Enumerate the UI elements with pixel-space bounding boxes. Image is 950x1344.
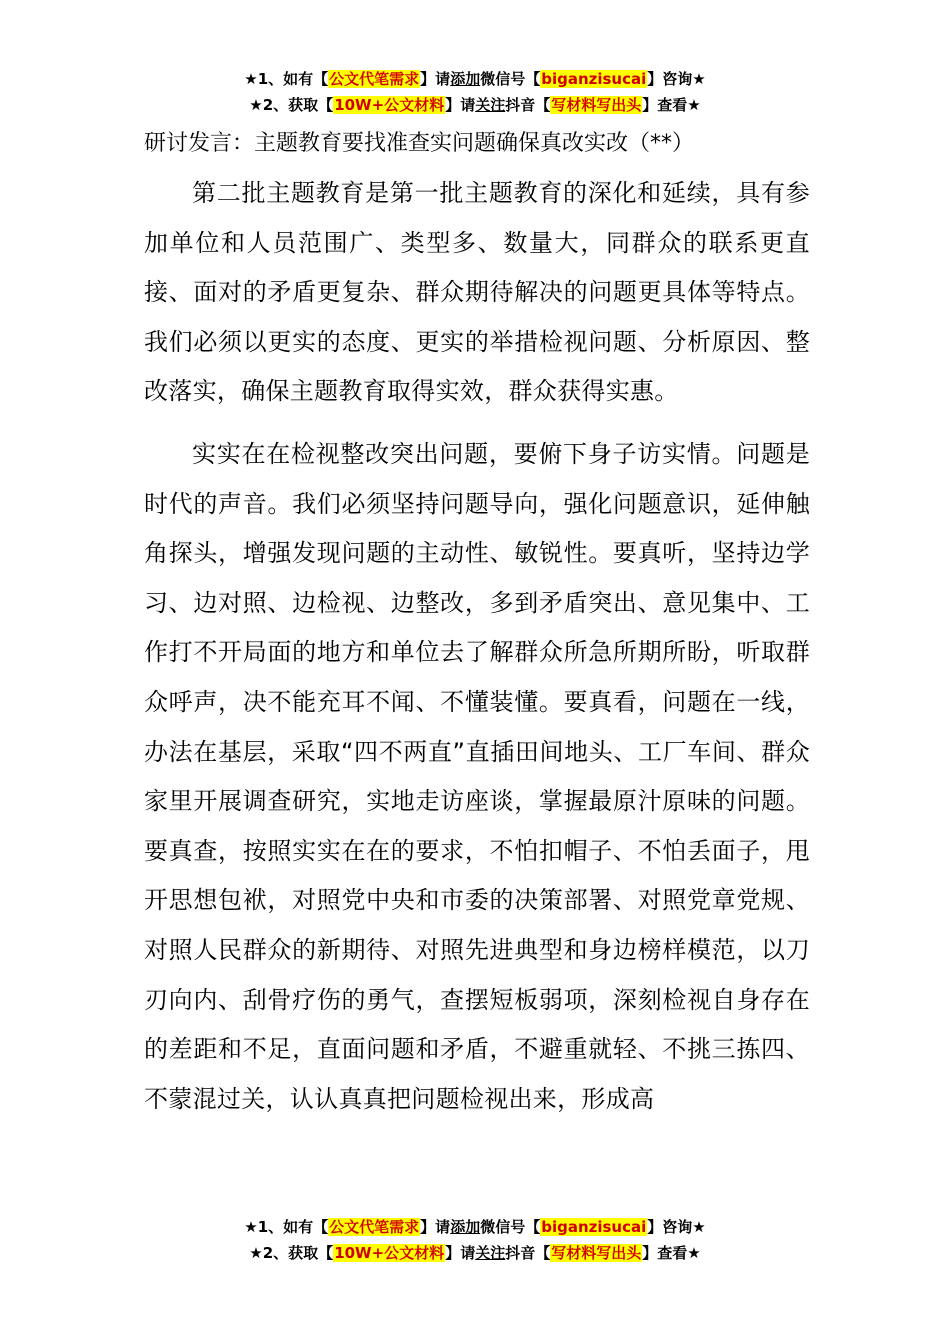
promo-line-2: ★2、获取【10W+公文材料】请关注抖音【写材料写出头】查看★ xyxy=(249,96,701,114)
promo-line-1: ★1、如有【公文代笔需求】请添加微信号【biganzisucai】咨询★ xyxy=(244,1218,706,1236)
paragraph-2: 实实在在检视整改突出问题，要俯下身子访实情。问题是时代的声音。我们必须坚持问题导向，强化问题意识，延伸触角探头，增强发现问题的主动性、敏锐性。要真听，坚持边学习、边对照、边检视、边整改，多到矛盾突出、意见集中、工作打不开局面的地方和单位去了解群众所急所期所盼，听取群众呼声，决不能充耳不闻、不懂装懂。要真看，问题在一线，办法在基层，采取“四不两直”直插田间地头、工厂车间、群众家里开展调查研究，实地走访座谈，掌握最原汁原味的问题。要真查，按照实实在在的要求，不怕扣帽子、不怕丢面子，甩开思想包袱，对照党中央和市委的决策部署、对照党章党规、对照人民群众的新期待、对照先进典型和身边榜样模范，以刀刃向内、刮骨疗伤的勇气，查摆短板弱项，深刻检视自身存在的差距和不足，直面问题和矛盾，不避重就轻、不挑三拣四、不蒙混过关，认认真真把问题检视出来，形成高 xyxy=(144,439,810,1113)
wechat-id: biganzisucai xyxy=(541,1218,647,1236)
highlight-text: 10W+公文材料 xyxy=(334,1244,445,1262)
highlight-text: 公文代笔需求 xyxy=(329,70,420,88)
promo-banner-top xyxy=(0,66,950,118)
douyin-id: 写材料写出头 xyxy=(551,96,642,114)
document-title: 研讨发言：主题教育要找准查实问题确保真改实改（**） xyxy=(144,131,695,156)
wechat-id: biganzisucai xyxy=(541,70,647,88)
paragraph-1: 第二批主题教育是第一批主题教育的深化和延续，具有参加单位和人员范围广、类型多、数量大，同群众的联系更直接、面对的矛盾更复杂、群众期待解决的问题更具体等特点。我们必须以更实的态度、更实的举措检视问题、分析原因、整改落实，确保主题教育取得实效，群众获得实惠。 xyxy=(144,179,810,406)
promo-line-1: ★1、如有【公文代笔需求】请添加微信号【biganzisucai】咨询★ xyxy=(244,70,706,88)
douyin-id: 写材料写出头 xyxy=(551,1244,642,1262)
document-body xyxy=(144,122,810,1124)
promo-banner-bottom xyxy=(0,1214,950,1266)
highlight-text: 10W+公文材料 xyxy=(334,96,445,114)
highlight-text: 公文代笔需求 xyxy=(329,1218,420,1236)
promo-line-2: ★2、获取【10W+公文材料】请关注抖音【写材料写出头】查看★ xyxy=(249,1244,701,1262)
